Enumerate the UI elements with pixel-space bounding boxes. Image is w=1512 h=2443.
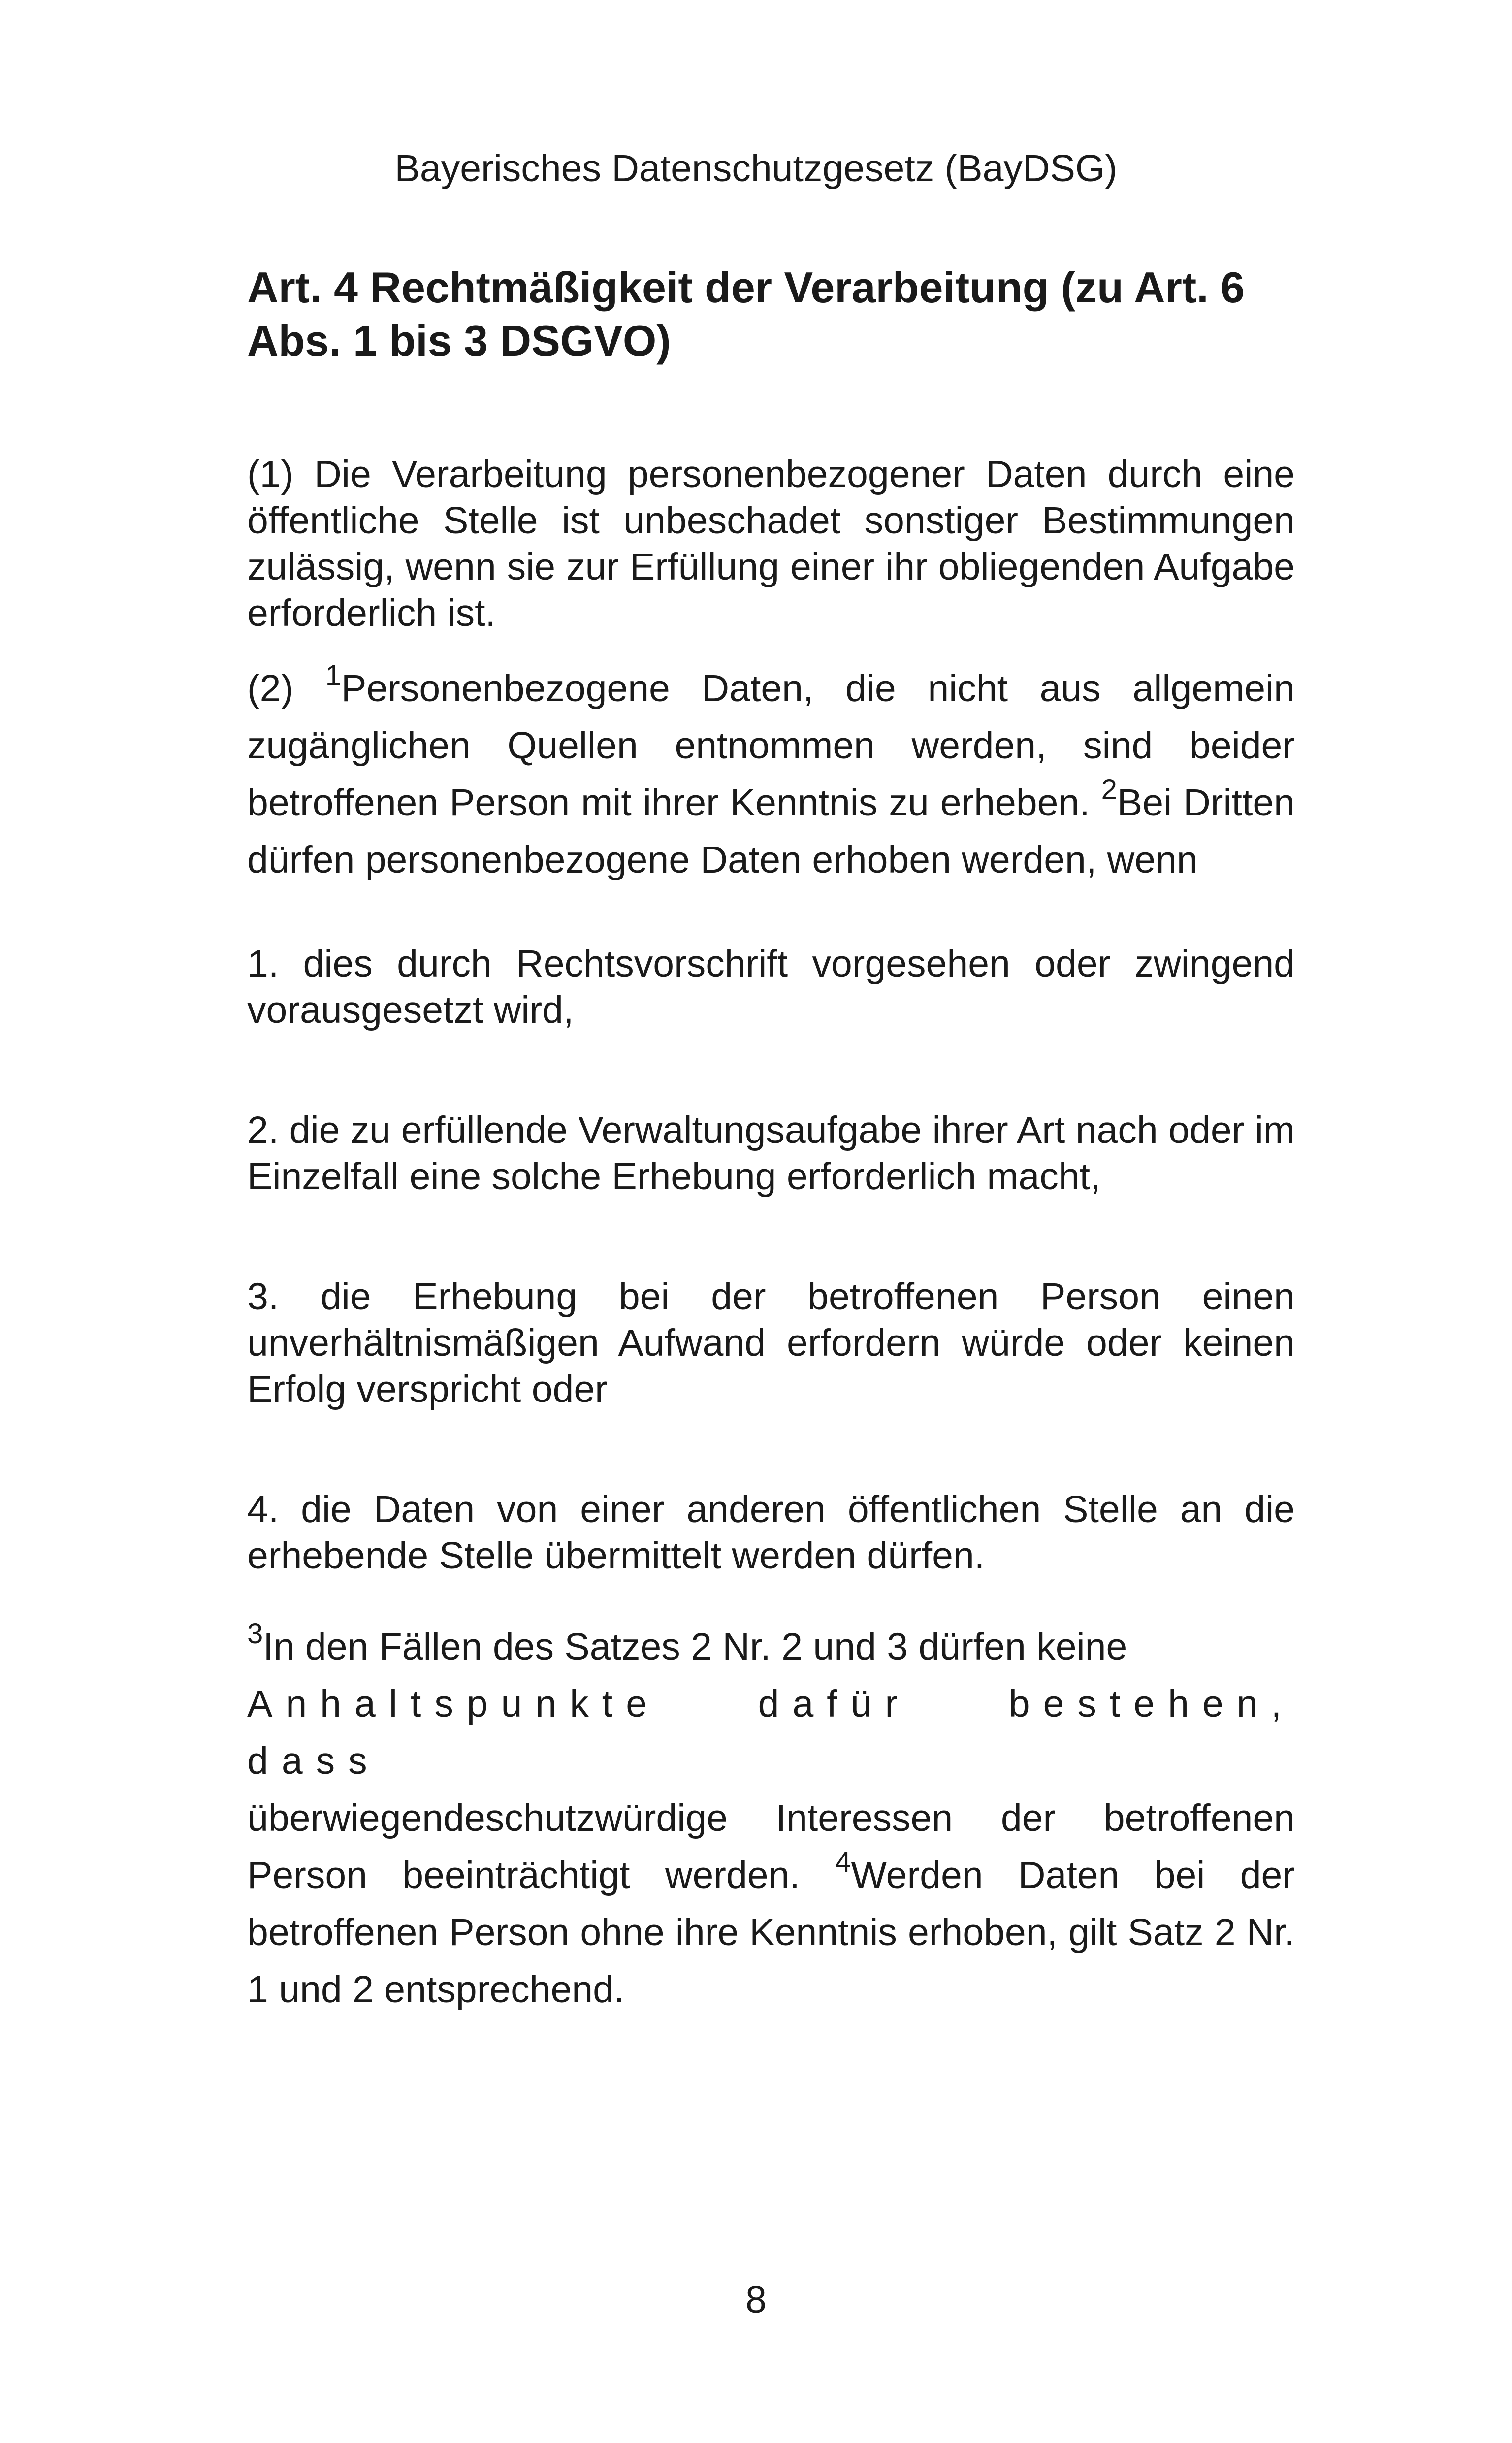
list-item: 4. die Daten von einer anderen öffentlichen Stelle an die erhebende Stelle übermittelt werden dürfen. bbox=[247, 1488, 1295, 1577]
sentence-number-3: 3 bbox=[247, 1618, 263, 1650]
running-header: Bayerisches Datenschutzgesetz (BayDSG) bbox=[394, 147, 1118, 190]
paragraph-2-sentence-2: Bei Dritten dürfen personenbezogene Daten erhoben werden, wenn bbox=[247, 782, 1295, 881]
sentence-number-2: 2 bbox=[1101, 774, 1117, 806]
article-title bbox=[247, 261, 1295, 367]
article-title-line-1: Art. 4 Rechtmäßigkeit der Verarbeitung (zu Art. 6 bbox=[247, 263, 1245, 312]
article-body bbox=[247, 261, 1295, 2018]
paragraph-3-spaced-line: Anhaltspunkte dafür bestehen, dass bbox=[247, 1683, 1295, 1782]
paragraph-3-sentence-4: Werden Daten bei der betroffenen Person ohne ihre Kenntnis erhoben, gilt Satz 2 Nr. 1 und 2 entsprechend. bbox=[247, 1854, 1295, 2011]
list-item: 2. die zu erfüllende Verwaltungsaufgabe ihrer Art nach oder im Einzelfall eine solche Erhebung erforderlich macht, bbox=[247, 1109, 1295, 1198]
paragraph-3-sentence-3-line-1: In den Fällen des Satzes 2 Nr. 2 und 3 dürfen keine bbox=[263, 1626, 1127, 1668]
list-item: 3. die Erhebung bei der betroffenen Person einen unverhältnismäßigen Aufwand erfordern würde oder keinen Erfolg verspricht oder bbox=[247, 1275, 1295, 1410]
sentence-number-4: 4 bbox=[835, 1846, 851, 1879]
article-title-line-2: Abs. 1 bis 3 DSGVO) bbox=[247, 316, 671, 365]
paragraph-3 bbox=[247, 1618, 1295, 2018]
page-number: 8 bbox=[745, 2279, 767, 2321]
paragraph-3-sentence-3-rest: überwiegendeschutzwürdige Interessen der betroffenen Person beeinträchtigt werden. bbox=[247, 1797, 1295, 1896]
list-item: 1. dies durch Rechtsvorschrift vorgesehen oder zwingend vorausgesetzt wird, bbox=[247, 943, 1295, 1031]
sentence-number-1: 1 bbox=[325, 659, 341, 692]
paragraph-2-prefix: (2) bbox=[247, 667, 325, 710]
paragraph-2 bbox=[247, 660, 1295, 888]
paragraph-1: (1) Die Verarbeitung personenbezogener Daten durch eine öffentliche Stelle ist unbeschadet sonstiger Bestimmungen zulässig, wenn sie zur Erfüllung einer ihr obliegenden Aufgabe erforderlich ist. bbox=[247, 453, 1295, 634]
paragraph-2-sentence-1: Personenbezogene Daten, die nicht aus allgemein zugänglichen Quellen entnommen werden, sind beider betroffenen Person mit ihrer Kenntnis zu erheben. bbox=[247, 667, 1295, 824]
